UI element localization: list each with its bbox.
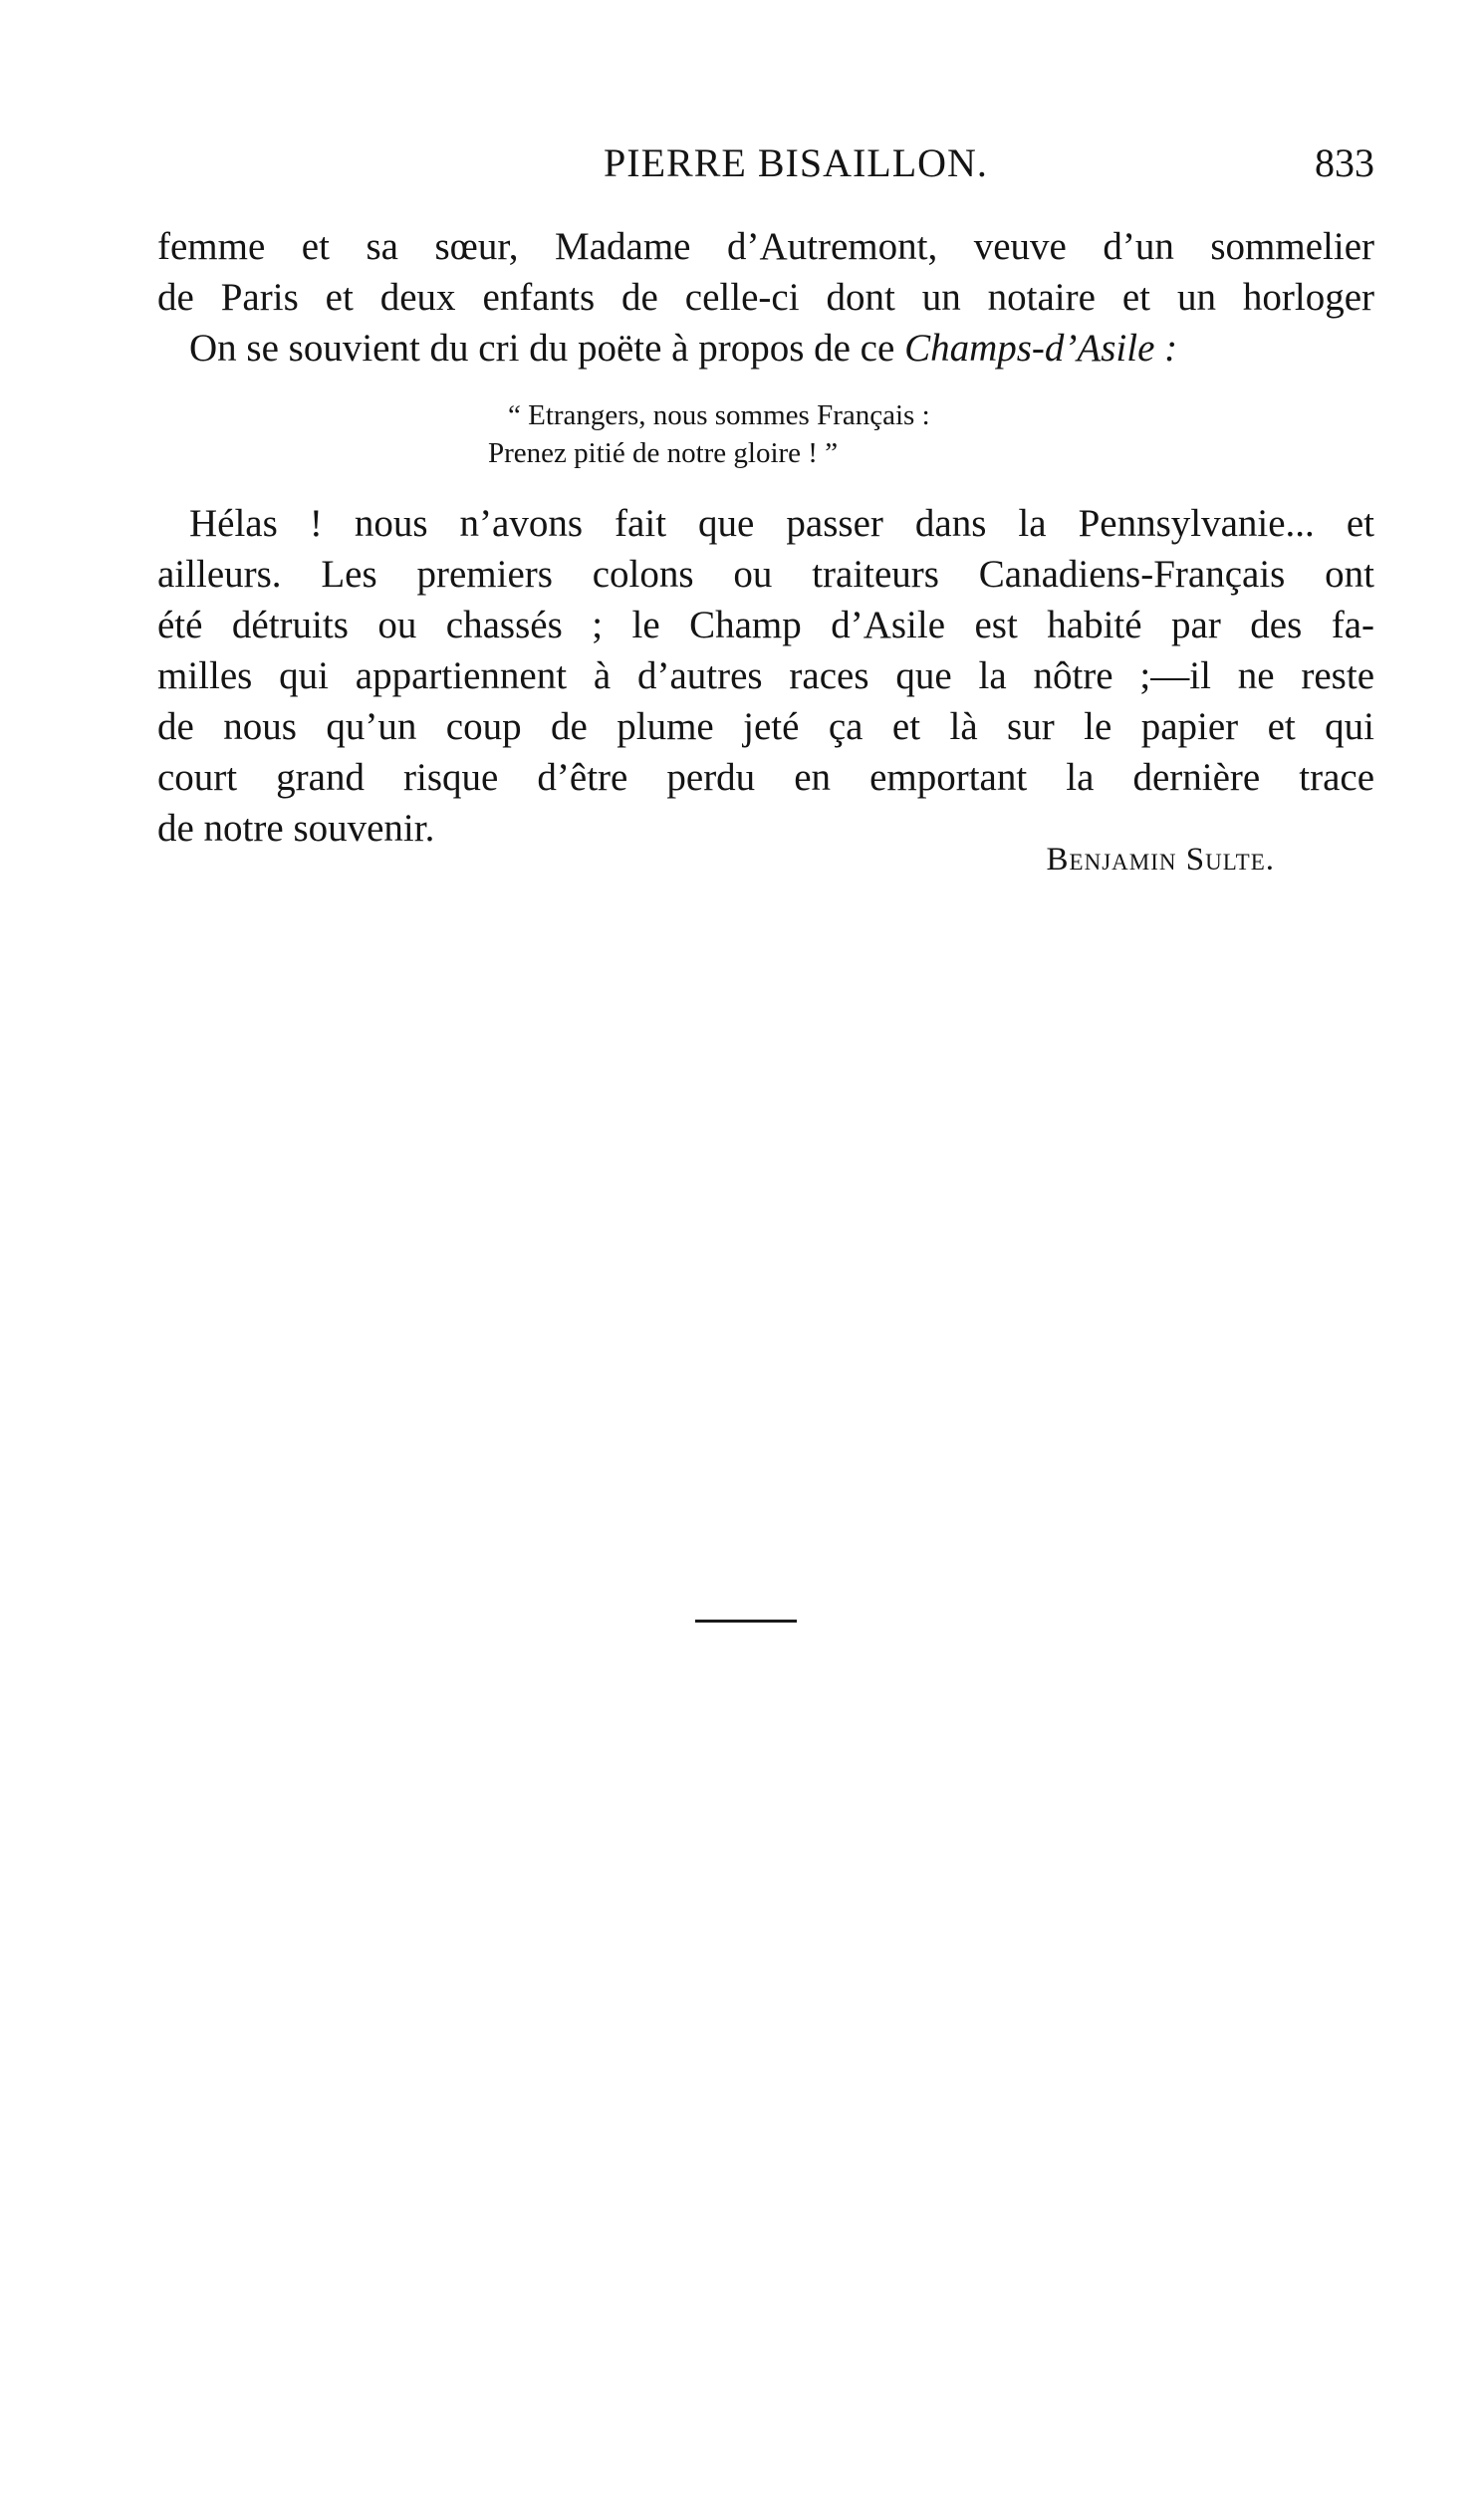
section-divider bbox=[695, 1620, 797, 1623]
verse-quote bbox=[488, 396, 930, 472]
verse-line: “ Etrangers, nous sommes Français : bbox=[508, 399, 930, 431]
running-header bbox=[157, 139, 1374, 195]
text-line: de notre souvenir. bbox=[157, 807, 435, 850]
text-line: court grand risque d’être perdu en emportant la dernière trace bbox=[157, 756, 1374, 799]
text-line: milles qui appartiennent à d’autres races que la nôtre ;—il ne reste bbox=[157, 654, 1374, 697]
text-line bbox=[157, 323, 1374, 374]
text-line: femme et sa sœur, Madame d’Autremont, veuve d’un sommelier bbox=[157, 225, 1374, 268]
text-line-roman: On se souvient du cri du poëte à propos de ce bbox=[189, 327, 905, 370]
paragraph-main bbox=[157, 498, 1374, 854]
text-line: Hélas ! nous n’avons fait que passer dans la Pennsylvanie... et bbox=[189, 502, 1374, 545]
text-line: ailleurs. Les premiers colons ou traiteurs Canadiens-Français ont bbox=[157, 553, 1374, 596]
running-title: PIERRE BISAILLON. bbox=[604, 140, 988, 185]
italic-place-name: Champs-d’Asile : bbox=[904, 327, 1178, 370]
verse-line: Prenez pitié de notre gloire ! ” bbox=[488, 437, 839, 469]
author-signature: Benjamin Sulte. bbox=[1046, 842, 1275, 878]
text-line: été détruits ou chassés ; le Champ d’Asile est habité par des fa- bbox=[157, 604, 1374, 646]
paragraph-continuation bbox=[157, 221, 1374, 374]
page-number: 833 bbox=[1315, 140, 1374, 185]
text-line: de Paris et deux enfants de celle-ci dont un notaire et un horloger bbox=[157, 276, 1374, 319]
text-line: de nous qu’un coup de plume jeté ça et là sur le papier et qui bbox=[157, 705, 1374, 748]
